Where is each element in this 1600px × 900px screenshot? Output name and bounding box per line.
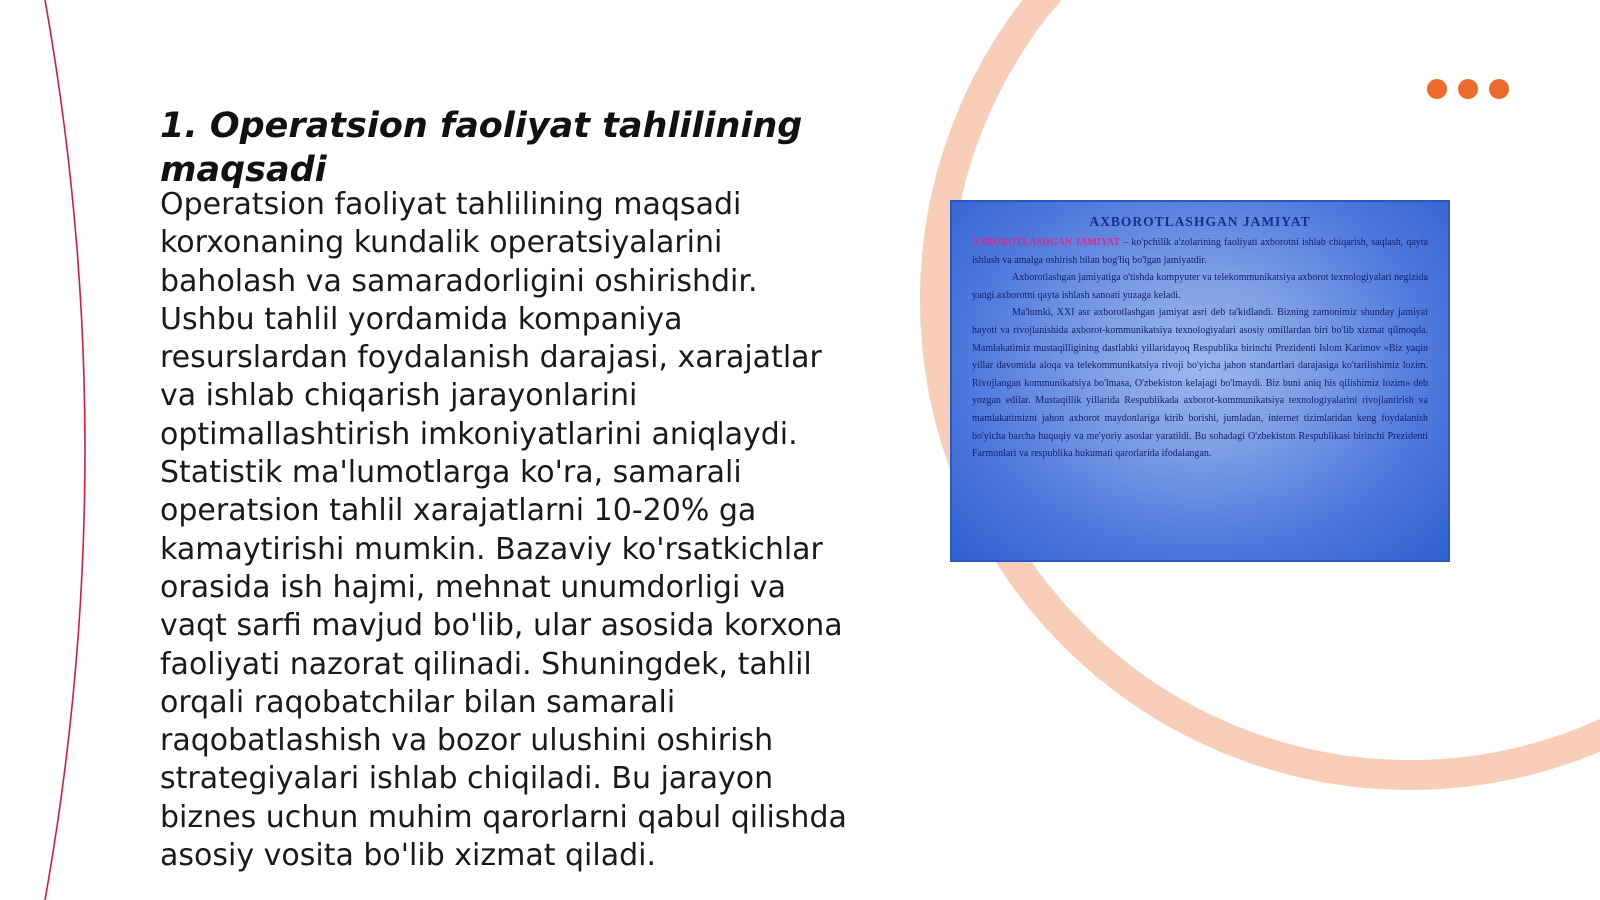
- slide-body-text: Operatsion faoliyat tahlilining maqsadi korxonaning kundalik operatsiyalarini baholash va samaradorligini oshirishdir. Ushbu tahlil yordamida kompaniya resurslardan foydalanish darajasi, xarajatlar va ishlab chiqarish jarayonlarini optimallashtirish imkoniyatlarini aniqlaydi. Statistik ma'lumotlarga ko'ra, samarali operatsion tahlil xarajatlarni 10-20% ga kamaytirishi mumkin. Bazaviy ko'rsatkichlar orasida ish hajmi, mehnat unumdorligi va vaqt sarfi mavjud bo'lib, ular asosida korxona faoliyati nazorat qilinadi. Shuningdek, tahlil orqali raqobatchilar bilan samarali raqobatlashish va bozor ulushini oshirish strategiyalari ishlab chiqiladi. Bu jarayon biznes uchun muhim qarorlarni qabul qilishda asosiy vosita bo'lib xizmat qiladi.: [160, 187, 847, 874]
- dot-icon: [1427, 79, 1447, 99]
- image-highlight: AXBOROTLASHGAN JAMIYAT: [972, 237, 1121, 248]
- image-paragraph-1: – ko'pchilik a'zolarining faoliyati axborotni ishlab chiqarish, saqlash, qayta ishlash va amalga oshirish bilan bog'liq bo'lgan jamiyatdir.: [972, 237, 1428, 266]
- image-text: [972, 234, 1428, 463]
- image-paragraph-2: Axborotlashgan jamiyatiga o'tishda kompyuter va telekommunikatsiya axborot texnologiyalari negizida yangi axborotni qayta ishlash sanoati yuzaga keladi.: [972, 272, 1428, 301]
- slide-title: 1. Operatsion faoliyat tahlilining maqsadi: [160, 106, 803, 190]
- red-left-arc: [45, 0, 85, 900]
- dot-icon: [1489, 79, 1509, 99]
- dot-icon: [1458, 79, 1478, 99]
- document-image: [950, 200, 1450, 562]
- more-dots-icon: [1427, 79, 1509, 99]
- image-heading: AXBOROTLASHGAN JAMIYAT: [1089, 214, 1311, 229]
- image-paragraph-3: Ma'lumki, XXI asr axborotlashgan jamiyat asri deb ta'kidlandi. Bizning zamonimiz shunday jamiyat hayoti va rivojlanishida axborot-kommunikatsiya texnologiyalari asosiy omillardan biri bo'lib xizmat qilmoqda. Mamlakatimiz mustaqilligining dastlabki yillaridayoq Respublika birinchi Prezidenti Islom Karimov «Biz yaqin yillar davomida aloqa va telekommunikatsiya rivoji bo'yicha jahon standartlari darajasiga ko'tarilishimiz lozim. Rivojlangan kommunikatsiya bo'lmasa, O'zbekiston kelajagi bo'lmaydi. Biz buni aniq his qilishimiz lozim» deb yozgan edilar. Mustaqillik yillarida Respublikada axborot-kommunikatsiya texnologiyalarini rivojlantirish va mamlakatimizni jahon axborot maydonlariga kirib borishi, jumladan, internet tizimlaridan keng foydalanish bo'yicha barcha huquqiy va me'yoriy asoslar yaratildi. Bu sohadagi O'zbekiston Respublikasi birinchi Prezidenti Farmonlari va respublika hukumati qarorlarida ifodalangan.: [972, 307, 1428, 460]
